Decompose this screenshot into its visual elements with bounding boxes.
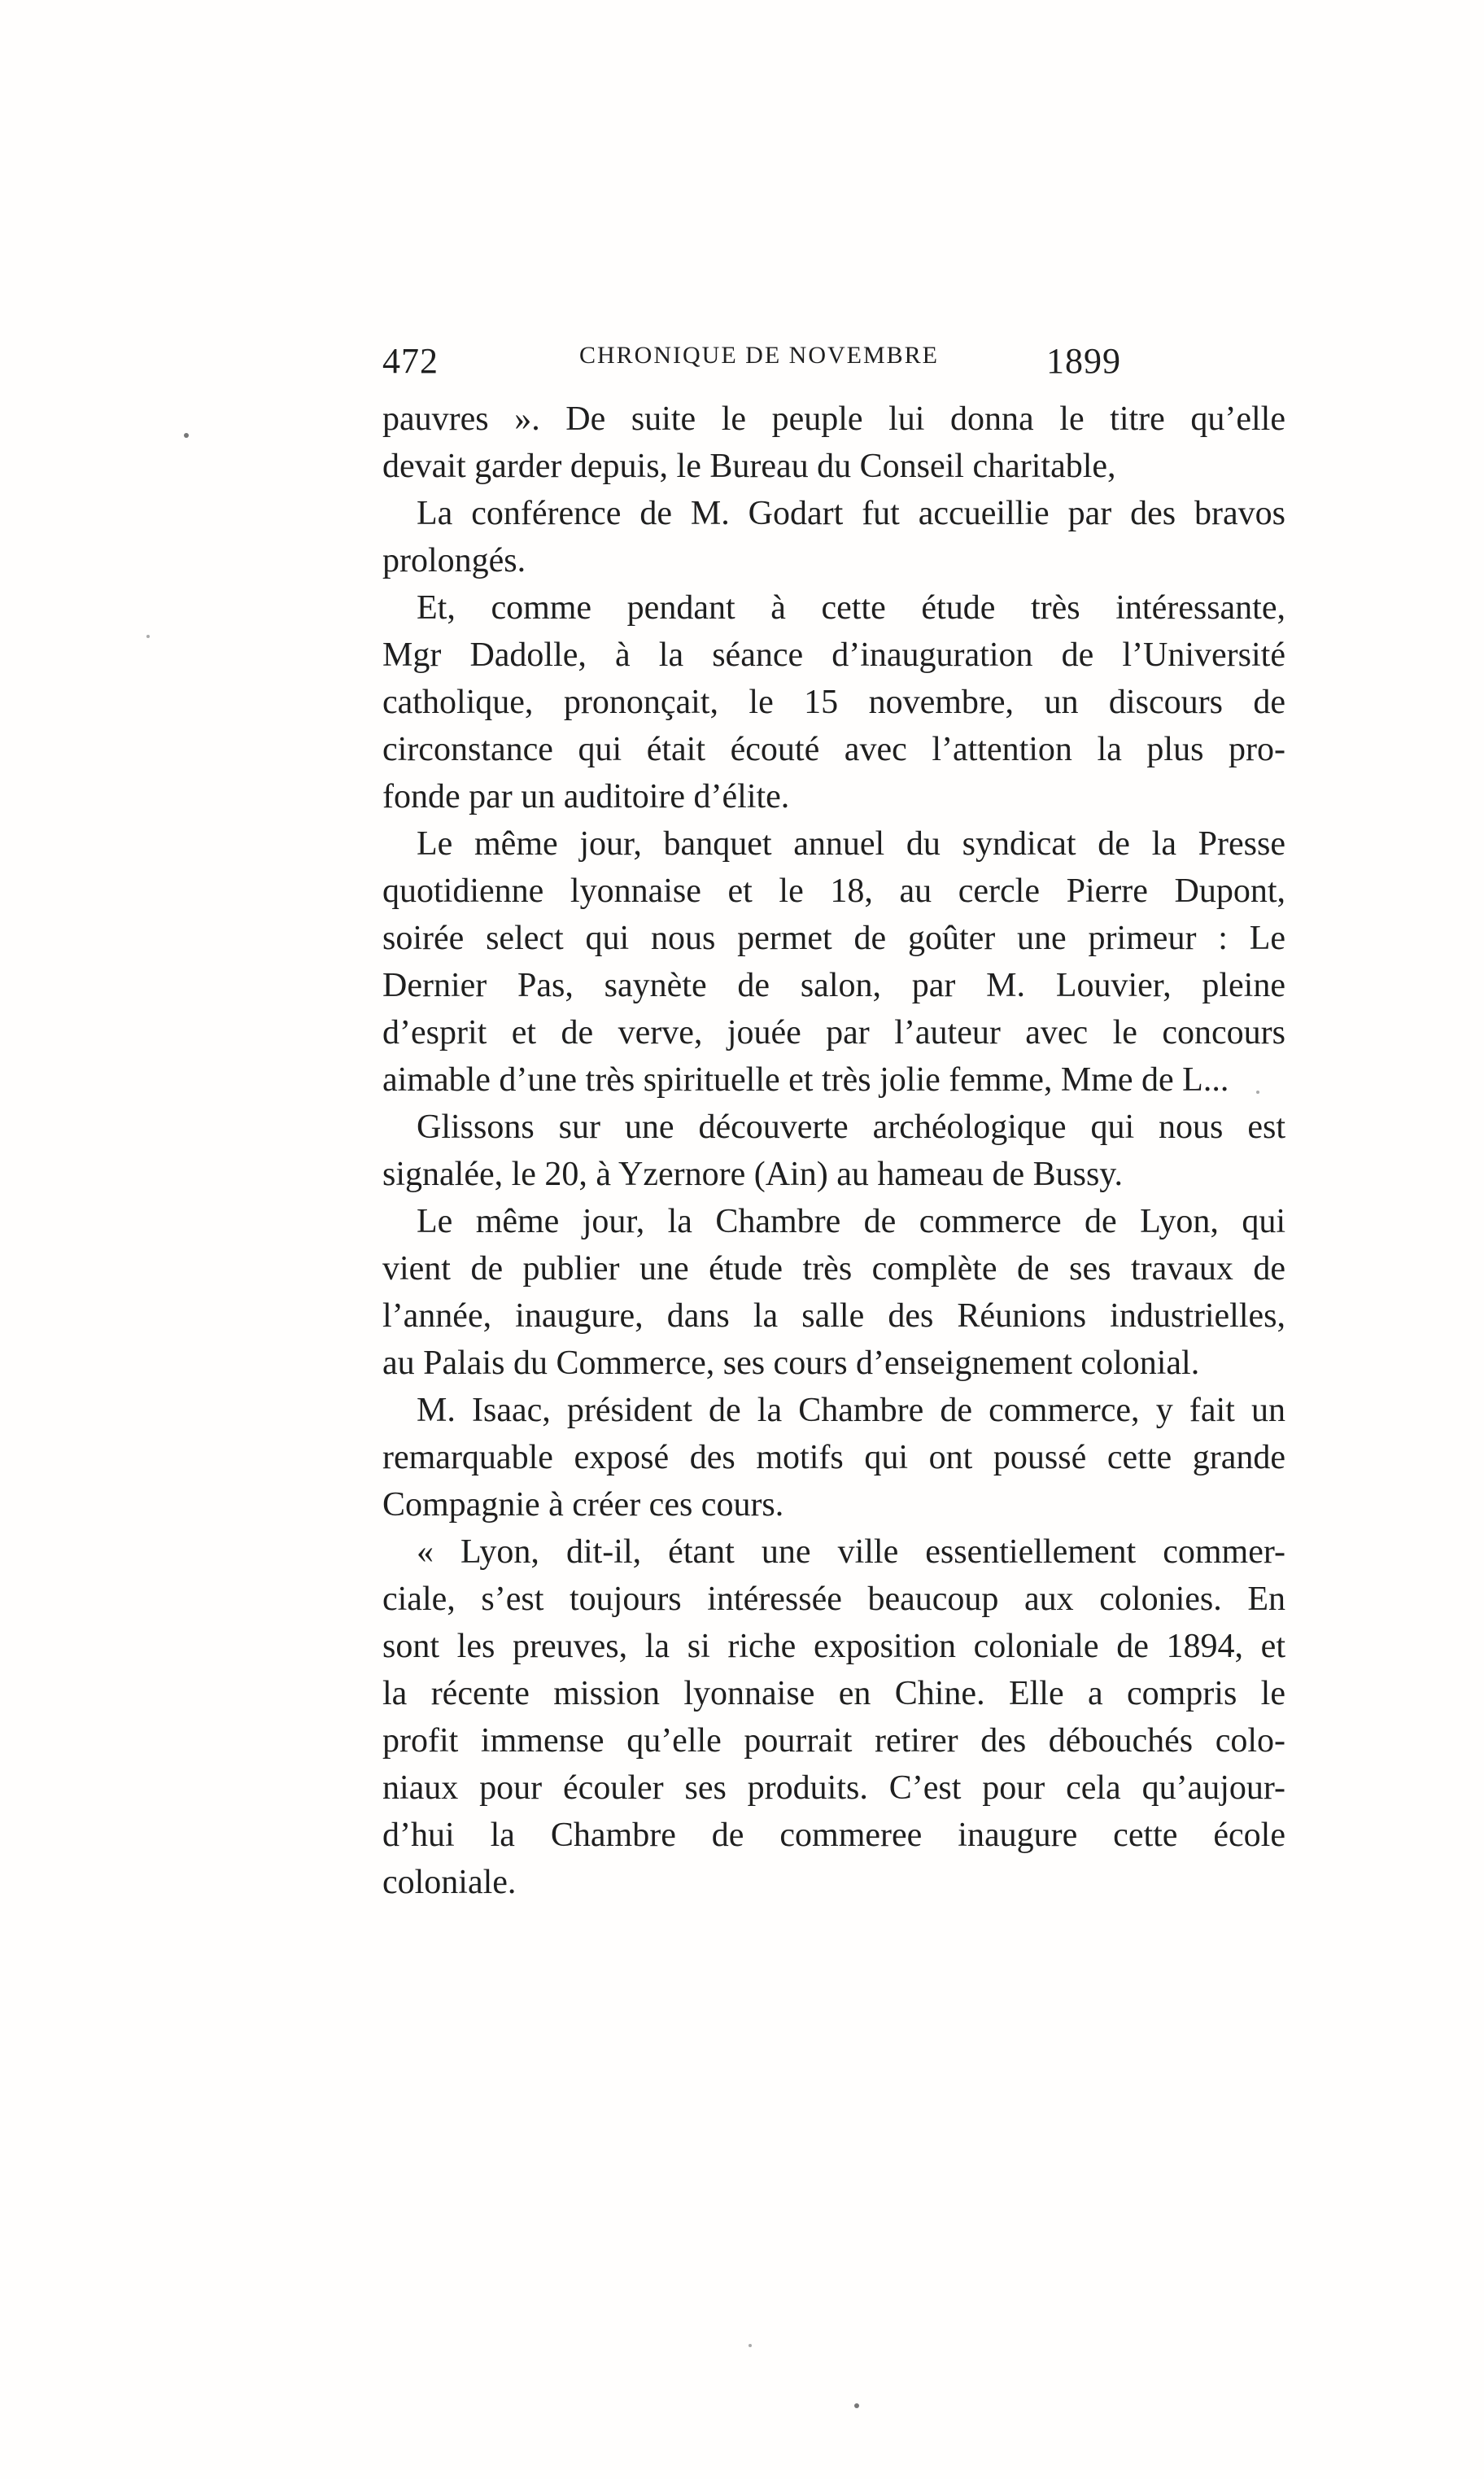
text-line: M. Isaac, président de la Chambre de commerce, y fait un (417, 1392, 1285, 1429)
text-line: Le même jour, la Chambre de commerce de Lyon, qui (417, 1203, 1285, 1240)
body-text (382, 396, 1285, 1906)
text-line: ciale, s’est toujours intéressée beaucoup aux colonies. En (382, 1581, 1285, 1618)
text-line: niaux pour écouler ses produits. C’est pour cela qu’aujour- (382, 1769, 1285, 1807)
speck-mark (1256, 1091, 1259, 1094)
page-header (382, 326, 1285, 383)
text-line: soirée select qui nous permet de goûter une primeur : Le (382, 920, 1285, 957)
text-line: aimable d’une très spirituelle et très jolie femme, Mme de L... (382, 1061, 1229, 1099)
text-line: d’esprit et de verve, jouée par l’auteur avec le concours (382, 1014, 1285, 1051)
speck-mark (146, 635, 150, 638)
text-line: Dernier Pas, saynète de salon, par M. Louvier, pleine (382, 967, 1285, 1004)
text-line: Glissons sur une découverte archéologique qui nous est (417, 1108, 1285, 1146)
text-line: coloniale. (382, 1864, 517, 1901)
text-line: Et, comme pendant à cette étude très intéressante, (417, 589, 1285, 627)
text-line: catholique, prononçait, le 15 novembre, un discours de (382, 684, 1285, 721)
text-line: profit immense qu’elle pourrait retirer des débouchés colo- (382, 1722, 1285, 1760)
speck-mark (854, 2403, 859, 2408)
text-line: Compagnie à créer ces cours. (382, 1486, 784, 1524)
text-line: la récente mission lyonnaise en Chine. Elle a compris le (382, 1675, 1285, 1712)
speck-mark (749, 2344, 752, 2347)
text-line: « Lyon, dit-il, étant une ville essentiellement commer- (417, 1533, 1285, 1571)
text-line: vient de publier une étude très complète de ses travaux de (382, 1250, 1285, 1288)
text-line: circonstance qui était écouté avec l’attention la plus pro- (382, 731, 1285, 768)
text-line: pauvres ». De suite le peuple lui donna le titre qu’elle (382, 400, 1285, 438)
running-year: 1899 (1046, 341, 1121, 381)
text-line: Le même jour, banquet annuel du syndicat de la Presse (417, 825, 1285, 863)
running-title: CHRONIQUE DE NOVEMBRE (579, 342, 939, 369)
speck-mark (184, 433, 189, 438)
text-line: sont les preuves, la si riche exposition coloniale de 1894, et (382, 1628, 1285, 1665)
text-line: devait garder depuis, le Bureau du Conseil charitable, (382, 448, 1116, 485)
text-line: fonde par un auditoire d’élite. (382, 778, 790, 815)
page-number: 472 (382, 341, 439, 381)
text-line: La conférence de M. Godart fut accueillie par des bravos (417, 495, 1285, 532)
text-line: au Palais du Commerce, ses cours d’enseignement colonial. (382, 1344, 1200, 1382)
text-line: quotidienne lyonnaise et le 18, au cercle Pierre Dupont, (382, 872, 1285, 910)
text-line: signalée, le 20, à Yzernore (Ain) au hameau de Bussy. (382, 1156, 1124, 1193)
text-line: remarquable exposé des motifs qui ont poussé cette grande (382, 1439, 1285, 1476)
text-line: prolongés. (382, 542, 526, 579)
text-line: l’année, inaugure, dans la salle des Réunions industrielles, (382, 1297, 1285, 1335)
text-line: Mgr Dadolle, à la séance d’inauguration de l’Université (382, 636, 1285, 674)
text-line: d’hui la Chambre de commeree inaugure cette école (382, 1817, 1285, 1854)
